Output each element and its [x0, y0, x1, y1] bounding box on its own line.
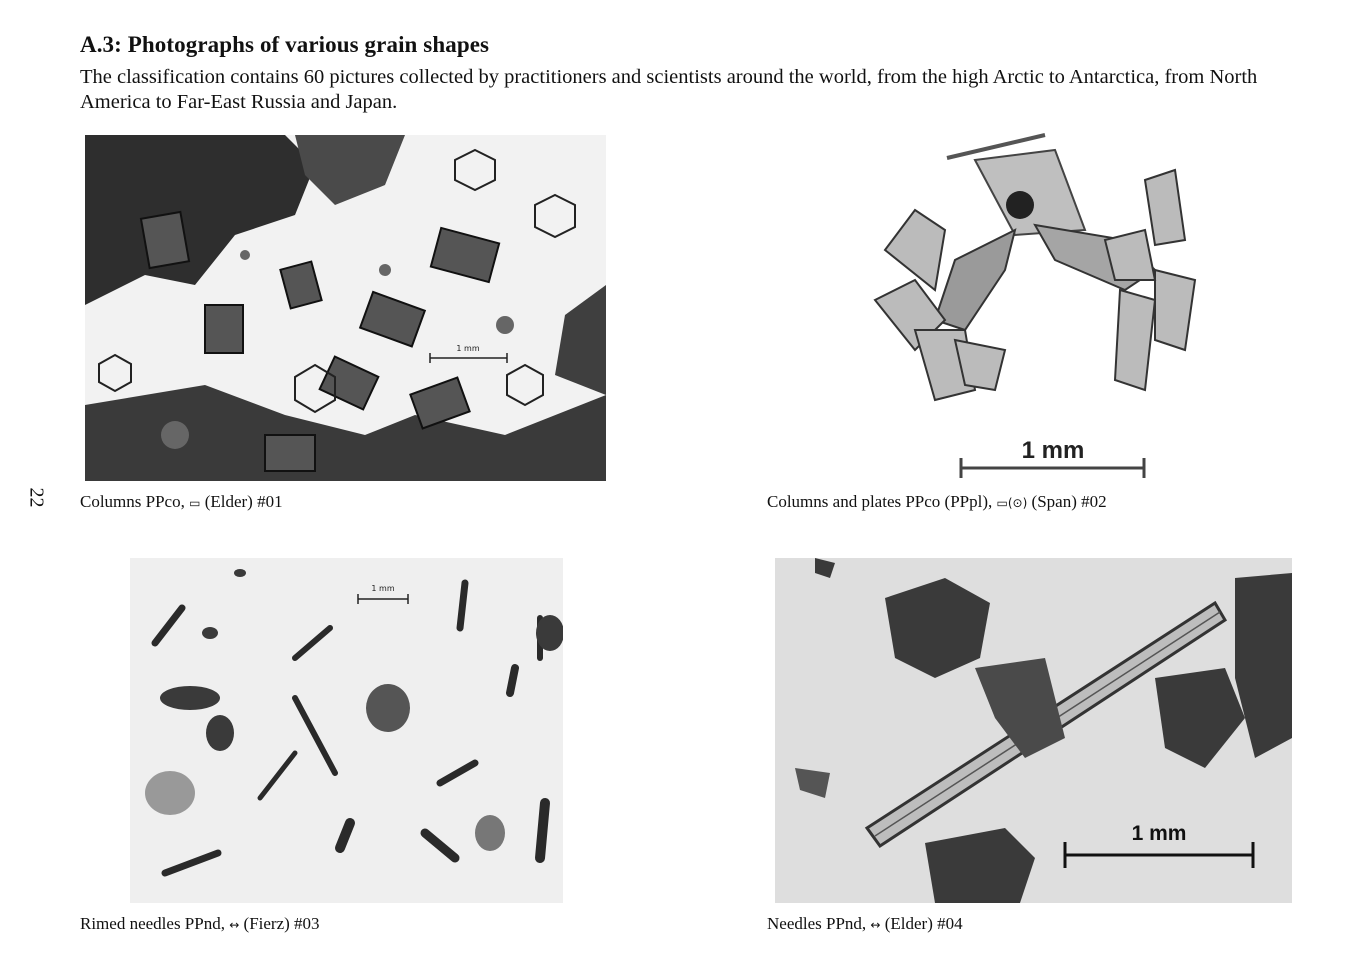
grain-shape-symbol: ↔: [229, 918, 240, 932]
photo-rimed-needles: [130, 558, 563, 903]
scale-label: 1 mm: [1131, 822, 1187, 845]
grain-shape-symbol: ▭(⊙): [996, 496, 1028, 510]
grain-shape-symbol: ▭: [189, 496, 201, 510]
section-heading: A.3: Photographs of various grain shapes: [80, 32, 490, 57]
figure-caption: Columns and plates PPco (PPpl), ▭(⊙) (Span) #02: [767, 492, 1107, 511]
scale-label: 1 mm: [456, 344, 480, 353]
photo-columns-and-plates: [855, 130, 1205, 480]
intro-paragraph: The classification contains 60 pictures collected by practitioners and scientists around the world, from the high Arctic to Antarctica, from North America to Far-East Russia and Japan.: [80, 66, 1258, 113]
page-number: 22: [25, 487, 48, 508]
figure-caption: Needles PPnd, ↔ (Elder) #04: [767, 914, 963, 933]
figure-caption: Columns PPco, ▭ (Elder) #01: [80, 492, 283, 511]
figure-caption: Rimed needles PPnd, ↔ (Fierz) #03: [80, 914, 320, 933]
scale-label: 1 mm: [371, 584, 395, 593]
photo-needles: [775, 558, 1292, 903]
photo-columns: [85, 135, 606, 481]
grain-shape-symbol: ↔: [870, 918, 881, 932]
scale-label: 1 mm: [1021, 437, 1085, 464]
